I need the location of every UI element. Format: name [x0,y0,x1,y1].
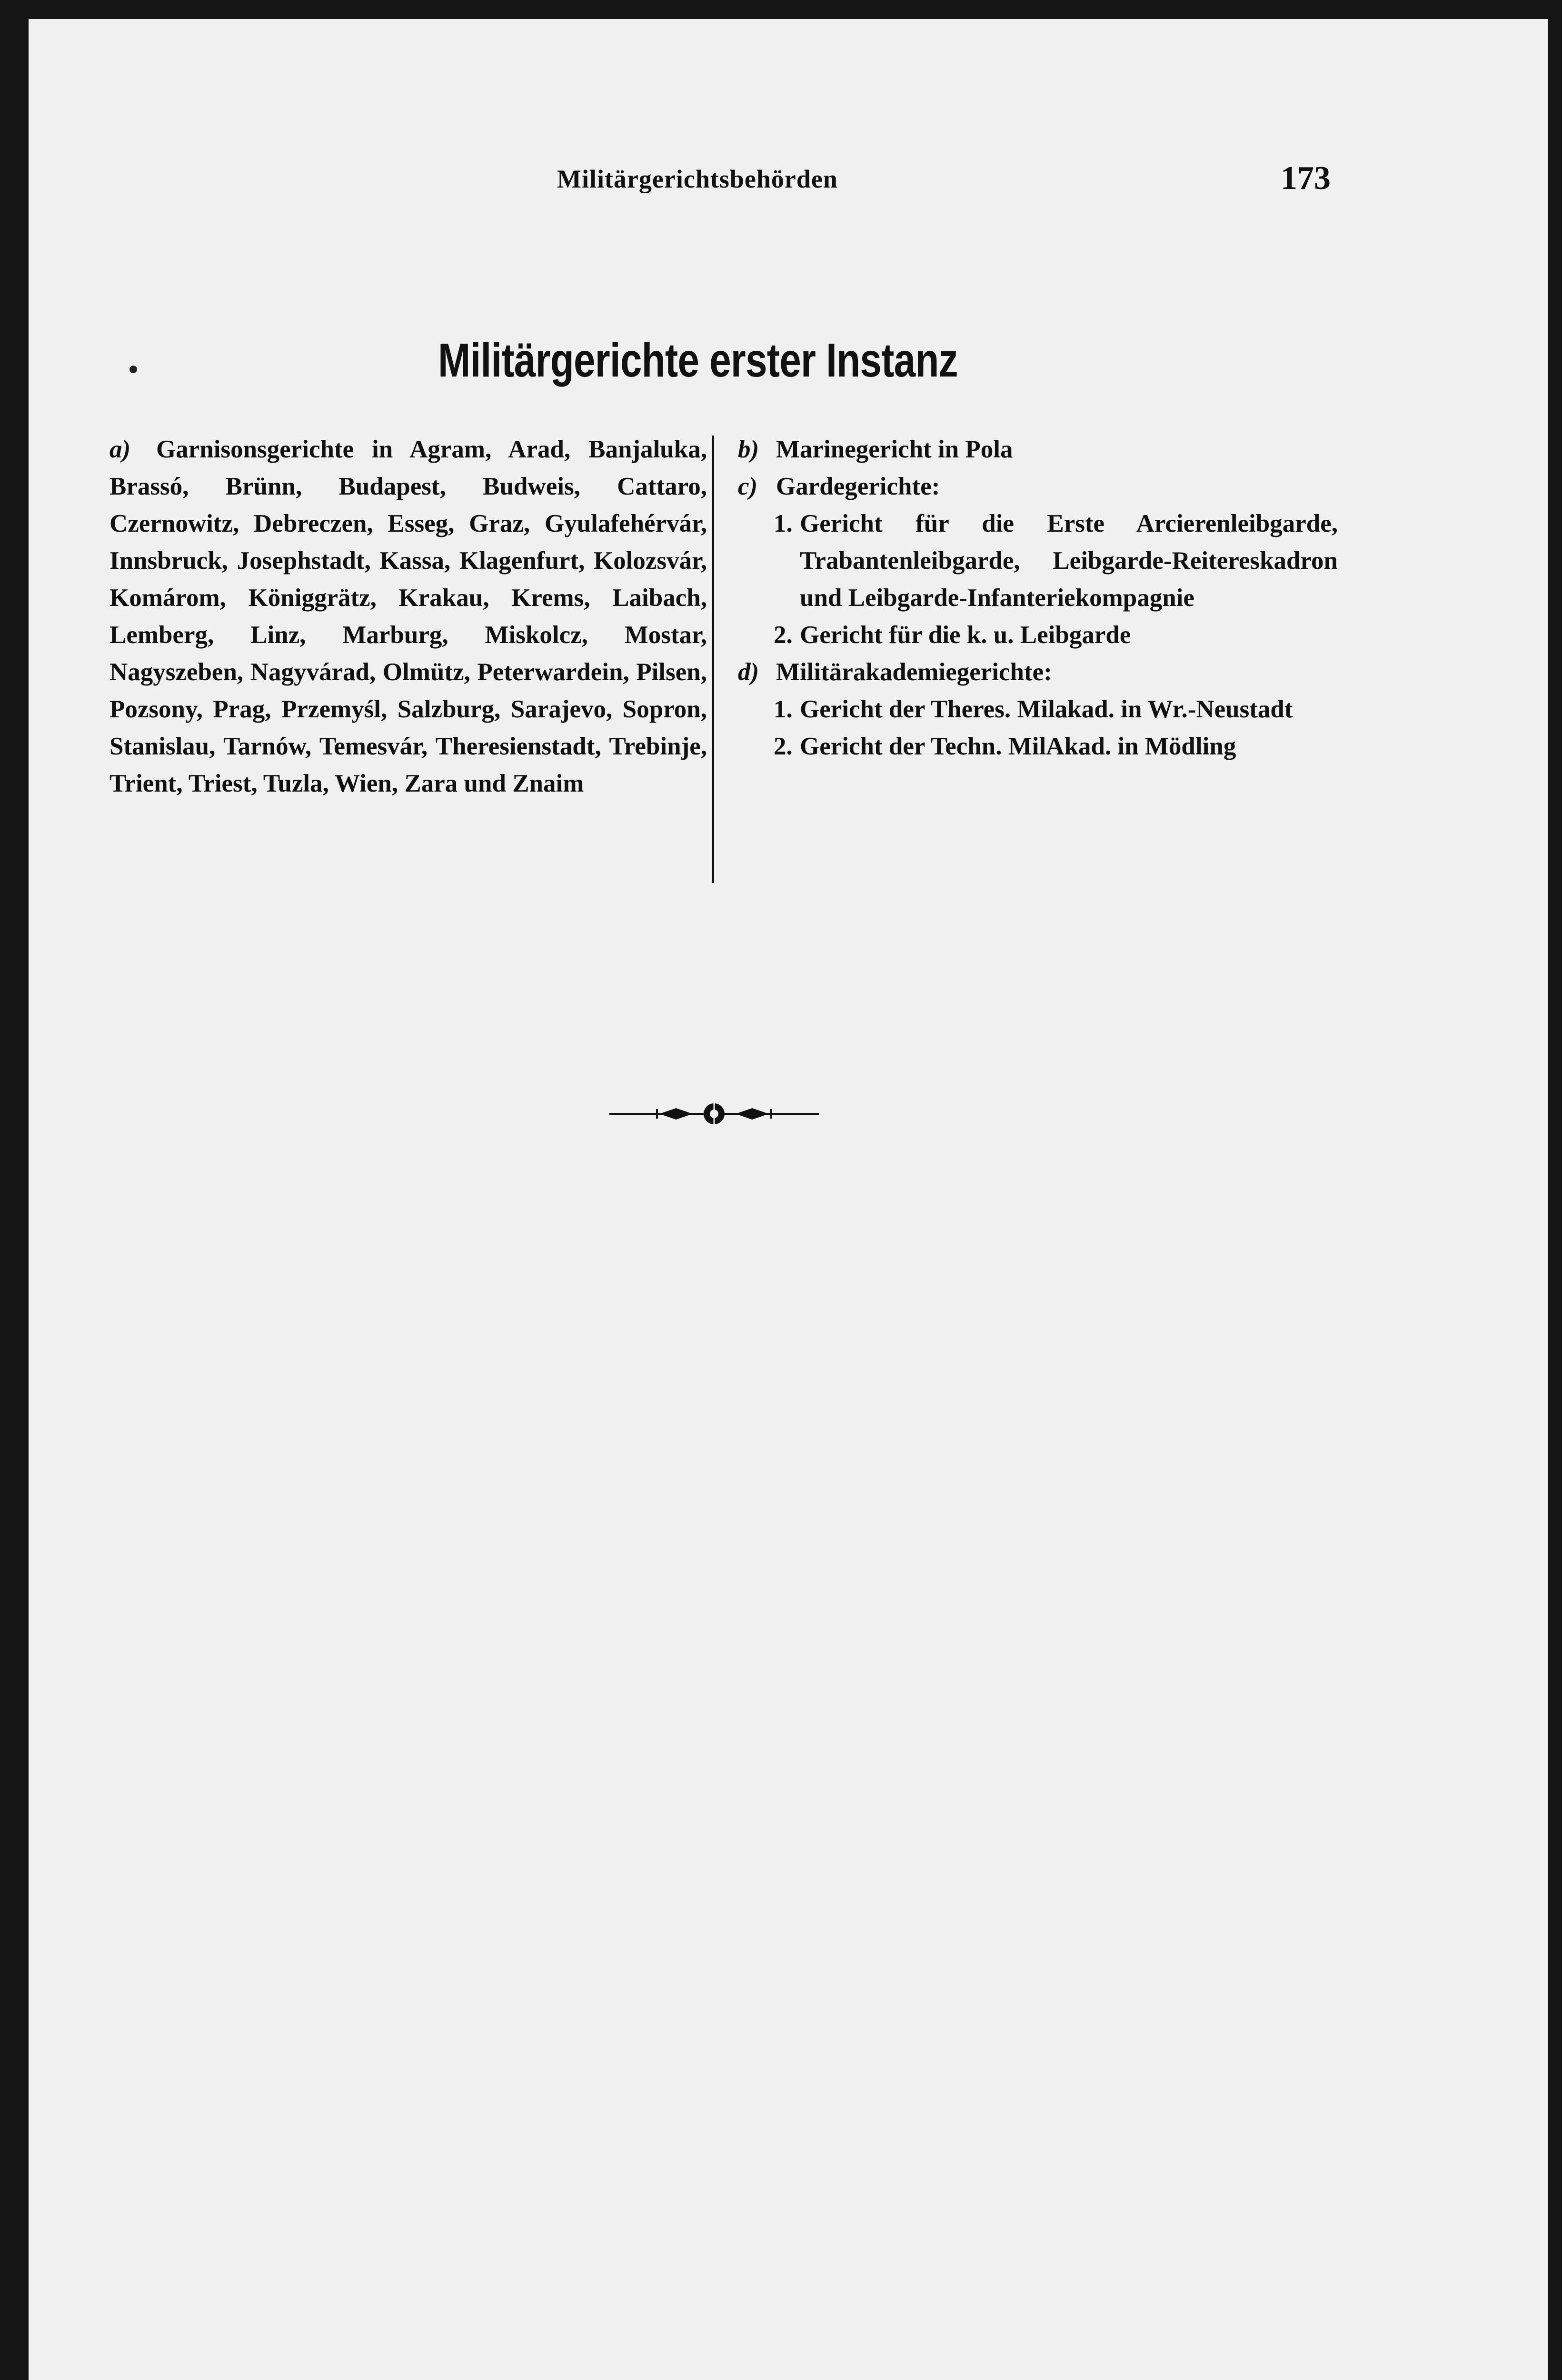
left-column [109,431,707,802]
item-number: 1. [774,695,793,723]
main-heading: Militärgerichte erster Instanz [438,334,958,387]
list-marker-a: a) [109,436,131,463]
item-text: Gericht der Techn. MilAkad. in Mödling [800,733,1236,760]
item-number: 2. [774,621,793,649]
list-marker-b: b) [738,436,759,463]
item-number: 2. [774,733,793,760]
list-marker-c: c) [738,473,758,500]
bullet-dot-icon [129,366,137,373]
marine-court-text: Marinegericht in Pola [776,436,1013,463]
academy-courts-text: Militärakademiegerichte: [776,658,1052,686]
academy-court-item [774,691,1338,728]
item-text: Gericht für die k. u. Leibgarde [800,621,1131,649]
guard-courts-text: Gardegerichte: [776,473,940,500]
running-title: Militärgerichtsbehörden [557,165,838,193]
list-marker-d: d) [738,658,759,686]
garrison-courts-text: Garnisonsgerichte in Agram, Arad, Banjaluka, Brassó, Brünn, Budapest, Budweis, Cattaro, Czernowitz, Debreczen, Esseg, Graz, Gyulafehérvár, Innsbruck, Josephstadt, Kassa, Klagenfurt, Kolozsvár, Komárom, Königgrätz, Krakau, Krems, Laibach, Lemberg, Linz, Marburg, Miskolcz, Mostar, Nagyszeben, Nagyvárad, Olmütz, Peterwardein, Pilsen, Pozsony, Prag, Przemyśl, Salzburg, Sarajevo, Sopron, Stanislau, Tarnów, Temesvár, Theresienstadt, Trebinje, Trient, Triest, Tuzla, Wien, Zara und Znaim [109,436,707,797]
guard-court-item [774,616,1338,654]
item-text: Gericht der Theres. Milakad. in Wr.-Neustadt [800,695,1293,723]
list-item-c [738,468,1338,505]
right-column [738,431,1338,765]
ornamental-divider-icon [609,1100,819,1128]
list-item-d [738,654,1338,691]
column-divider [712,436,714,883]
page-number: 173 [1281,160,1331,197]
guard-court-item [774,505,1338,616]
item-number: 1. [774,510,793,537]
academy-court-item [774,728,1338,765]
item-text: Gericht für die Erste Arcierenleibgarde, Trabantenleibgarde, Leibgarde-Reitereskadron und Leibgarde-Infanteriekompagnie [800,510,1338,612]
list-item-b [738,431,1338,468]
